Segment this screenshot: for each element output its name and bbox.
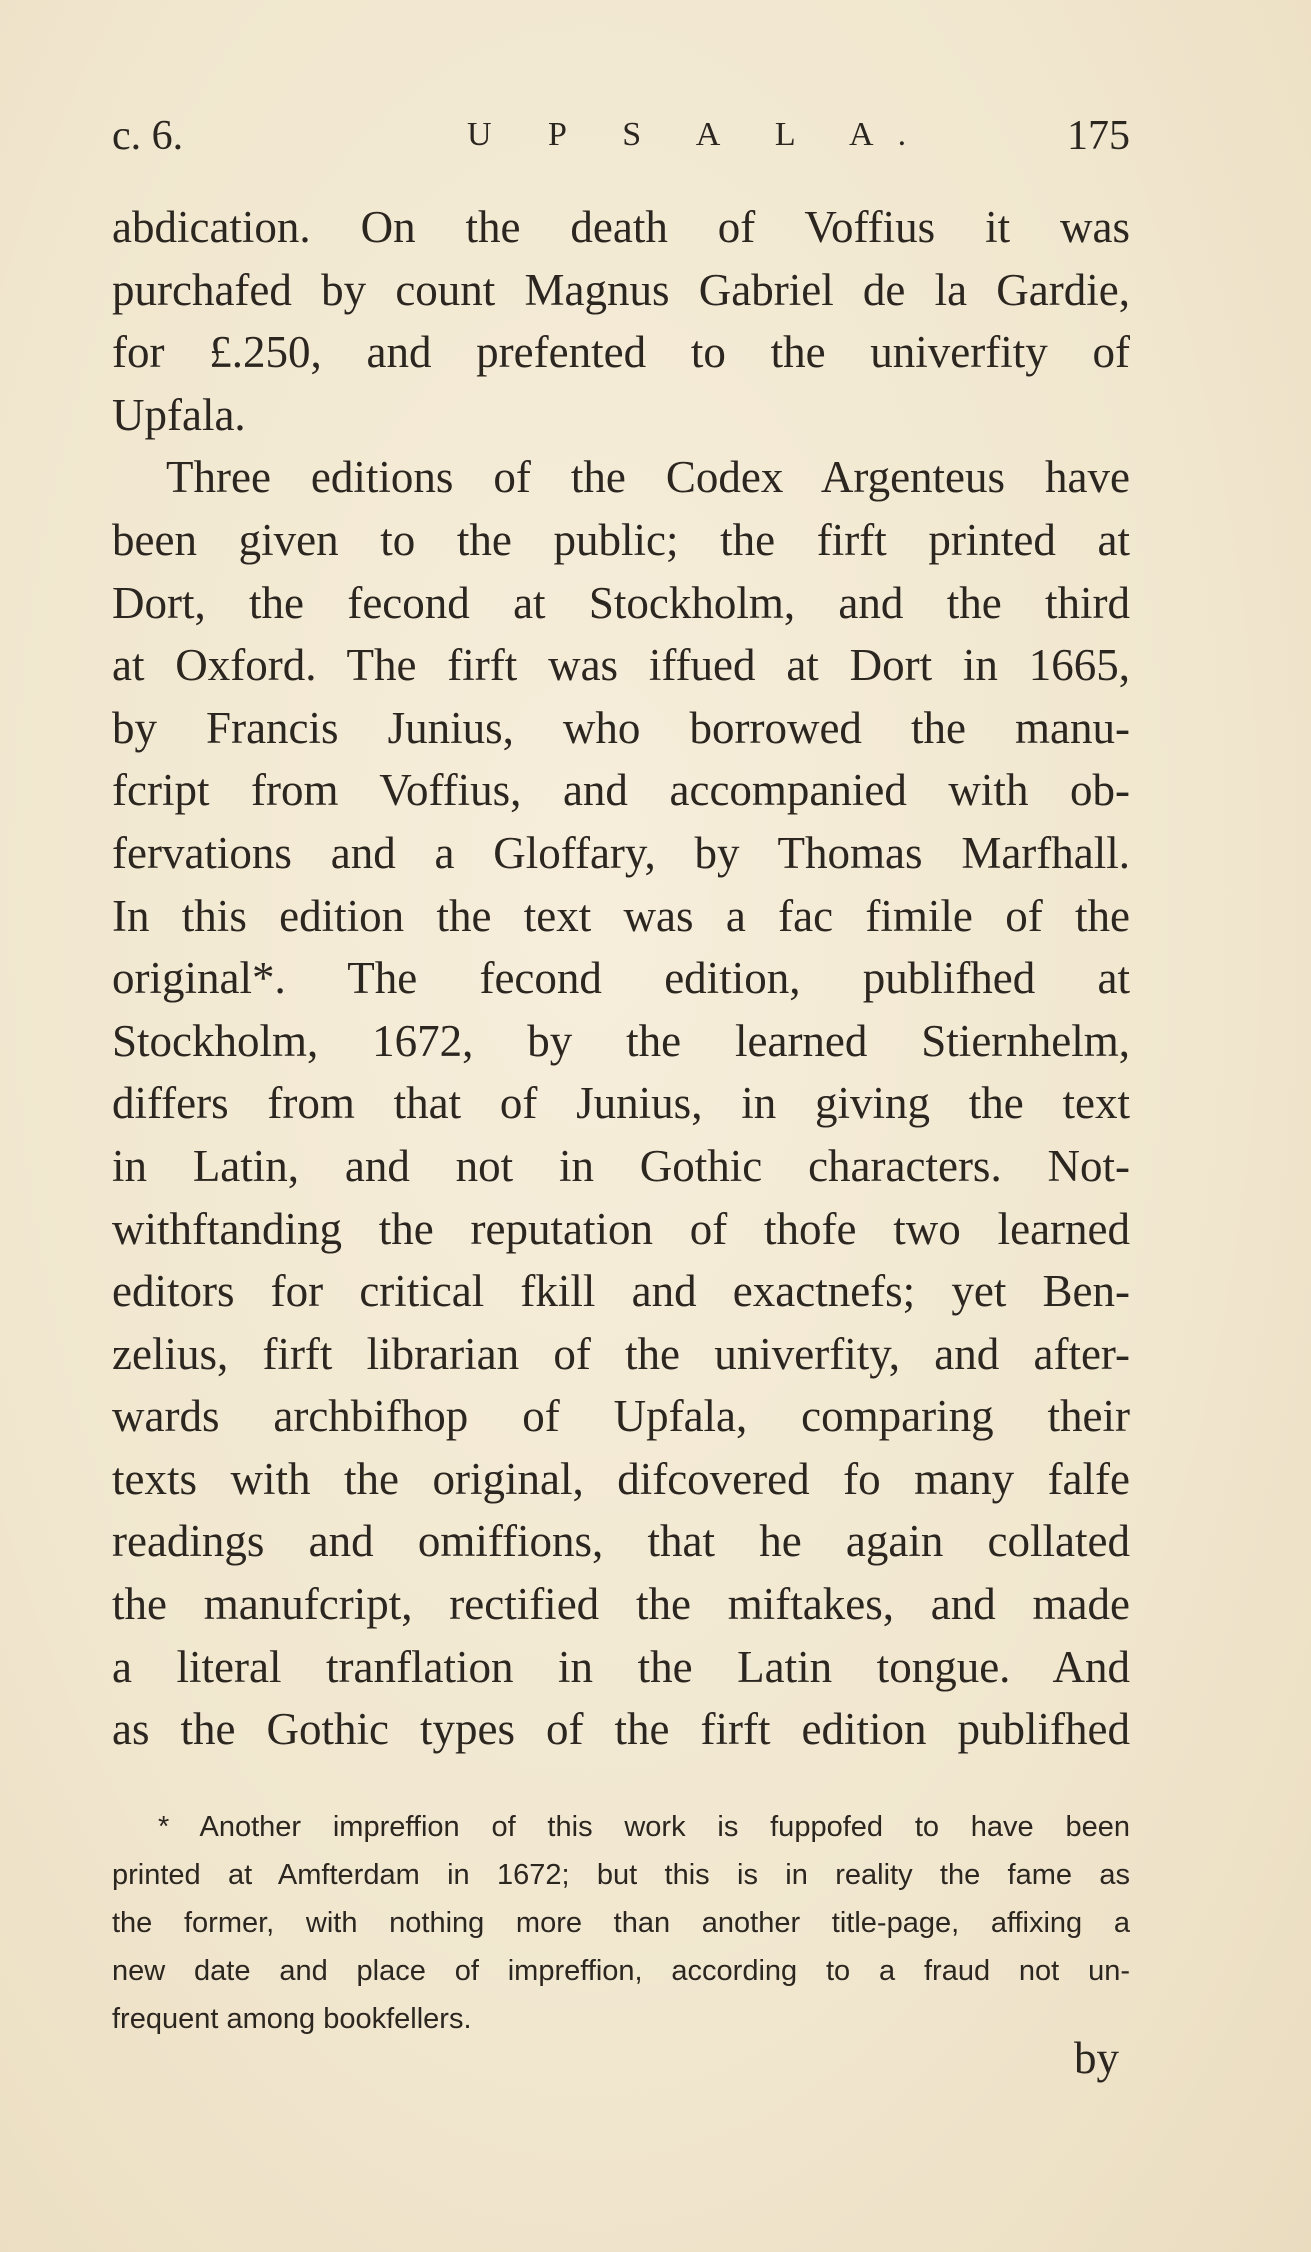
body-line-18: editors for critical fkill and exactnefs; yet Ben-	[112, 1266, 1130, 1317]
catchword: by	[1074, 2033, 1119, 2083]
footnote-line-1: * Another impreffion of this work is fuppofed to have been	[158, 1811, 1130, 1843]
body-line-20: wards archbifhop of Upfala, comparing their	[112, 1391, 1130, 1442]
body-line-2: purchafed by count Magnus Gabriel de la Gardie,	[112, 264, 1130, 315]
body-line-3: for £.250, and prefented to the univerfity of	[112, 327, 1130, 378]
footnote-line-3: the former, with nothing more than another title-page, affixing a	[112, 1907, 1130, 1939]
running-header	[112, 112, 1130, 172]
body-line-9: by Francis Junius, who borrowed the manu-	[112, 702, 1130, 753]
footnote-line-5: frequent among bookfellers.	[112, 2003, 472, 2035]
body-line-17: withftanding the reputation of thofe two learned	[112, 1203, 1130, 1254]
body-line-15: differs from that of Junius, in giving the text	[112, 1078, 1130, 1129]
body-line-25: as the Gothic types of the firft edition publifhed	[112, 1704, 1130, 1755]
chapter-marker: c. 6.	[112, 113, 184, 159]
body-line-10: fcript from Voffius, and accompanied with ob-	[112, 765, 1130, 816]
running-title: U P S A L A.	[467, 116, 931, 153]
body-line-8: at Oxford. The firft was iffued at Dort in 1665,	[112, 640, 1130, 691]
body-line-16: in Latin, and not in Gothic characters. Not-	[112, 1140, 1130, 1191]
body-line-6: been given to the public; the firft printed at	[112, 514, 1130, 565]
body-line-4: Upfala.	[112, 389, 246, 440]
body-line-5: Three editions of the Codex Argenteus have	[166, 452, 1130, 503]
body-line-14: Stockholm, 1672, by the learned Stiernhelm,	[112, 1015, 1130, 1066]
body-text	[112, 196, 1130, 1761]
footnote-line-4: new date and place of impreffion, according to a fraud not un-	[112, 1955, 1130, 1987]
body-line-22: readings and omiffions, that he again collated	[112, 1516, 1130, 1567]
footnote-line-2: printed at Amfterdam in 1672; but this is in reality the fame as	[112, 1859, 1130, 1891]
body-line-21: texts with the original, difcovered fo many falfe	[112, 1453, 1130, 1504]
body-line-13: original*. The fecond edition, publifhed at	[112, 953, 1130, 1004]
body-line-11: fervations and a Gloffary, by Thomas Marfhall.	[112, 827, 1130, 878]
body-line-23: the manufcript, rectified the miftakes, and made	[112, 1579, 1130, 1630]
body-line-12: In this edition the text was a fac fimile of the	[112, 890, 1130, 941]
body-line-7: Dort, the fecond at Stockholm, and the third	[112, 577, 1130, 628]
body-line-24: a literal tranflation in the Latin tongue. And	[112, 1641, 1130, 1692]
body-line-19: zelius, firft librarian of the univerfity, and after-	[112, 1328, 1130, 1379]
footnote	[112, 1803, 1130, 2043]
body-line-1: abdication. On the death of Voffius it was	[112, 202, 1130, 252]
page-number: 175	[1067, 113, 1130, 159]
